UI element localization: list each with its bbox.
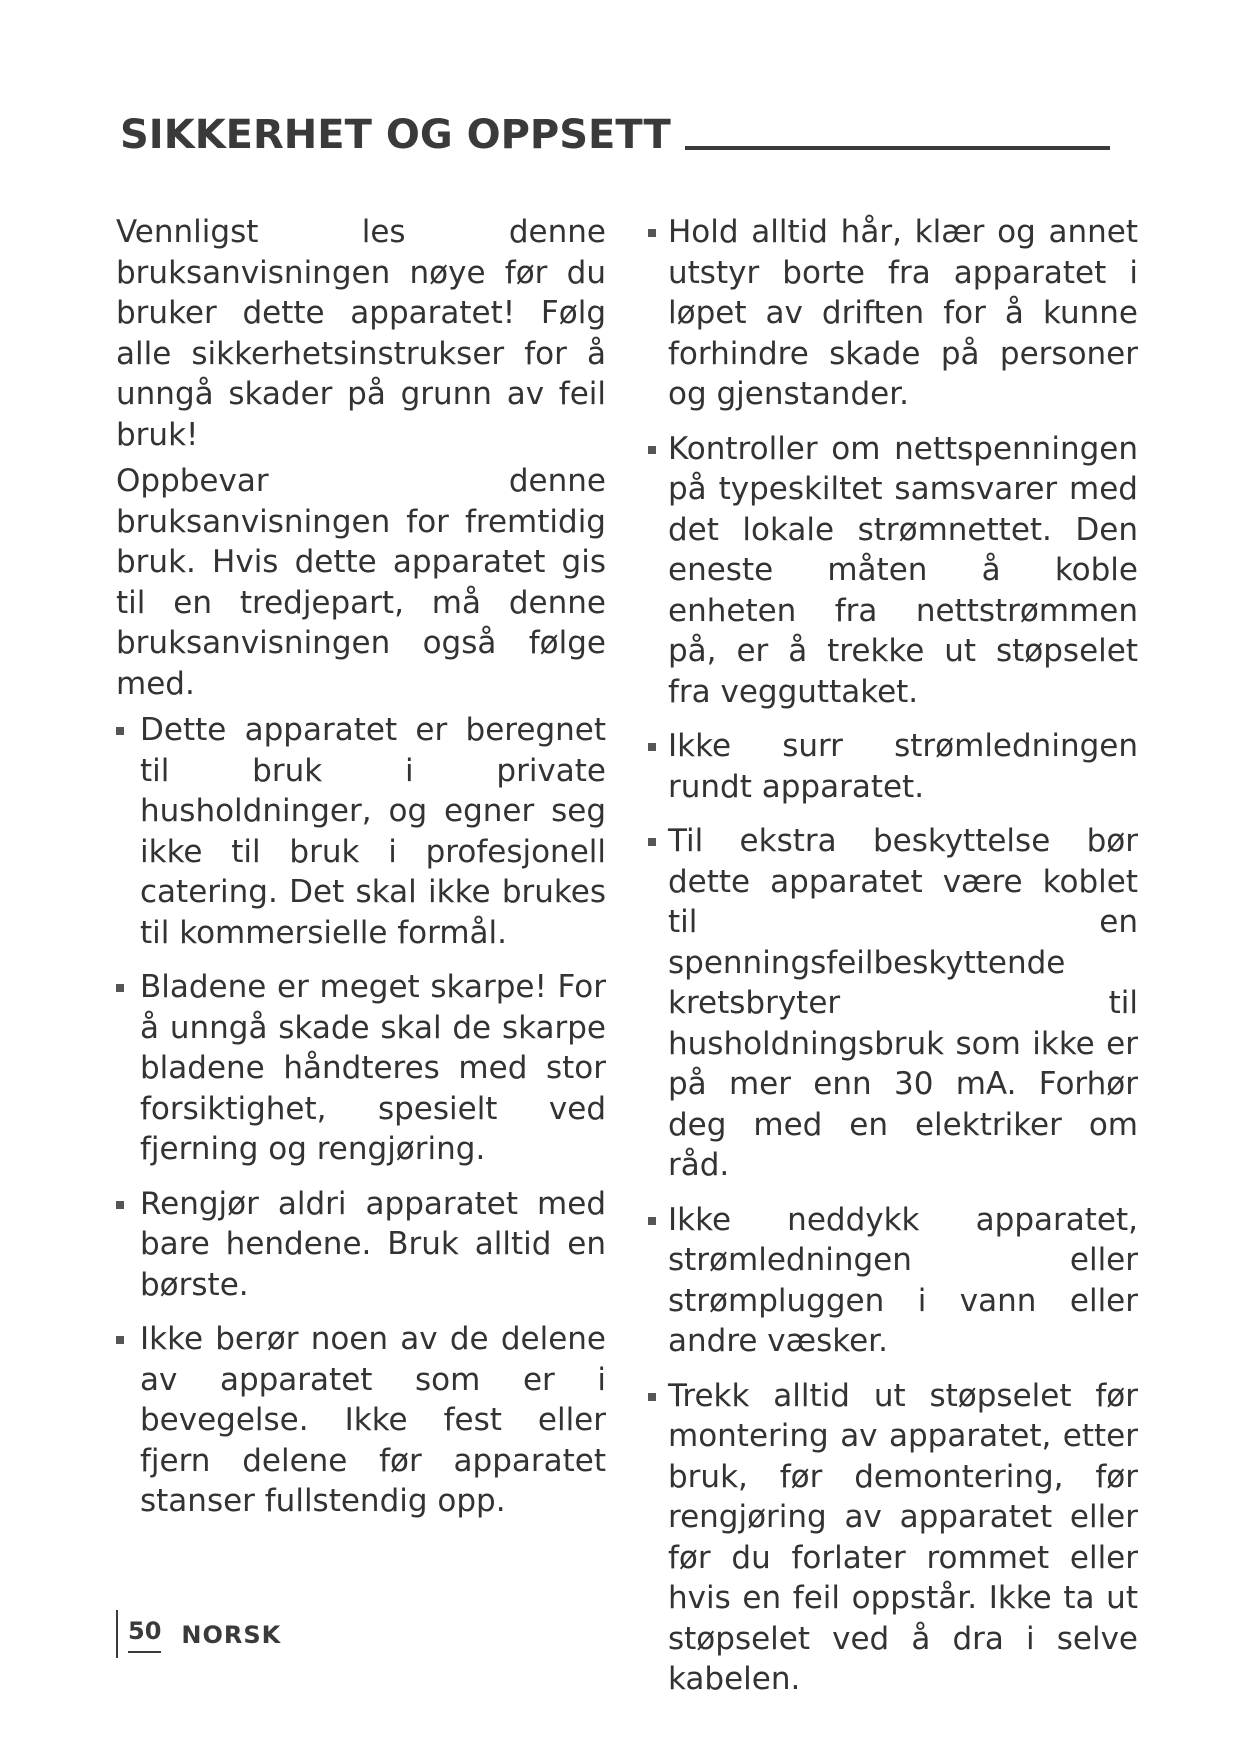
list-item-text: Kontroller om nettspenningen på typeskiltet samsvarer med det lokale strømnettet. Den eneste måten å koble enheten fra nettstrømmen på, er å trekke ut støpselet fra vegguttaket.	[668, 430, 1138, 710]
list-item-text: Ikke berør noen av de delene av apparatet som er i bevegelse. Ikke fest eller fjern delene før apparatet stanser fullstendig opp.	[140, 1321, 606, 1519]
intro-paragraph: Vennligst les denne bruksanvisningen nøye før du bruker dette apparatet! Følg alle sikkerhetsinstrukser for å unngå skader på grunn av feil bruk!	[116, 214, 606, 453]
list-item	[116, 1184, 606, 1306]
list-item	[648, 726, 1138, 807]
bullet-square-icon	[116, 1336, 124, 1344]
bullet-square-icon	[116, 1201, 124, 1209]
list-item	[648, 212, 1138, 415]
list-item-text: Trekk alltid ut støpselet før montering av apparatet, etter bruk, før demontering, før rengjøring av apparatet eller før du forlater rommet eller hvis en feil oppstår. Ikke ta ut støpselet ved å dra i selve kabelen.	[668, 1377, 1138, 1697]
list-item	[116, 967, 606, 1170]
language-label: NORSK	[181, 1621, 282, 1649]
list-item	[116, 710, 606, 953]
bullet-square-icon	[116, 727, 124, 735]
page-number-box	[128, 1617, 161, 1653]
list-item-text: Bladene er meget skarpe! For å unngå skade skal de skarpe bladene håndteres med stor forsiktighet, spesielt ved fjerning og rengjøring.	[140, 969, 606, 1167]
footer-divider	[116, 1610, 118, 1658]
list-item	[648, 1200, 1138, 1362]
list-item-text: Ikke surr strømledningen rundt apparatet.	[668, 728, 1138, 805]
page-footer	[116, 1610, 281, 1660]
right-column	[648, 212, 1138, 1714]
page-number: 50	[128, 1617, 162, 1645]
bullet-square-icon	[648, 229, 656, 237]
list-item	[648, 429, 1138, 713]
left-column	[116, 212, 606, 1536]
list-item-text: Hold alltid hår, klær og annet utstyr borte fra apparatet i løpet av driften for å kunne forhindre skade på personer og gjenstander.	[668, 214, 1138, 412]
bullet-square-icon	[648, 446, 656, 454]
page-title: SIKKERHET OG OPPSETT	[120, 112, 671, 158]
list-item	[648, 1376, 1138, 1700]
bullet-square-icon	[116, 984, 124, 992]
bullet-square-icon	[648, 1393, 656, 1401]
list-item-text: Til ekstra beskyttelse bør dette apparatet være koblet til en spenningsfeilbeskyttende kretsbryter til husholdningsbruk som ikke er på mer enn 30 mA. Forhør deg med en elektriker om råd.	[668, 823, 1138, 1183]
right-bullet-list	[648, 212, 1138, 1700]
list-item-text: Dette apparatet er beregnet til bruk i private husholdninger, og egner seg ikke til bruk i profesjonell catering. Det skal ikke brukes til kommersielle formål.	[140, 712, 606, 951]
bullet-square-icon	[648, 838, 656, 846]
bullet-square-icon	[648, 1217, 656, 1225]
title-underline	[685, 146, 1110, 150]
list-item-text: Ikke neddykk apparatet, strømledningen eller strømpluggen i vann eller andre væsker.	[668, 1201, 1138, 1359]
left-bullet-list	[116, 710, 606, 1522]
list-item-text: Rengjør aldri apparatet med bare hendene. Bruk alltid en børste.	[140, 1185, 606, 1303]
list-item	[648, 821, 1138, 1186]
bullet-square-icon	[648, 743, 656, 751]
list-item	[116, 1319, 606, 1522]
section-header	[120, 112, 1110, 158]
storage-paragraph: Oppbevar denne bruksanvisningen for fremtidig bruk. Hvis dette apparatet gis til en tredjepart, må denne bruksanvisningen også følge med.	[116, 463, 606, 702]
